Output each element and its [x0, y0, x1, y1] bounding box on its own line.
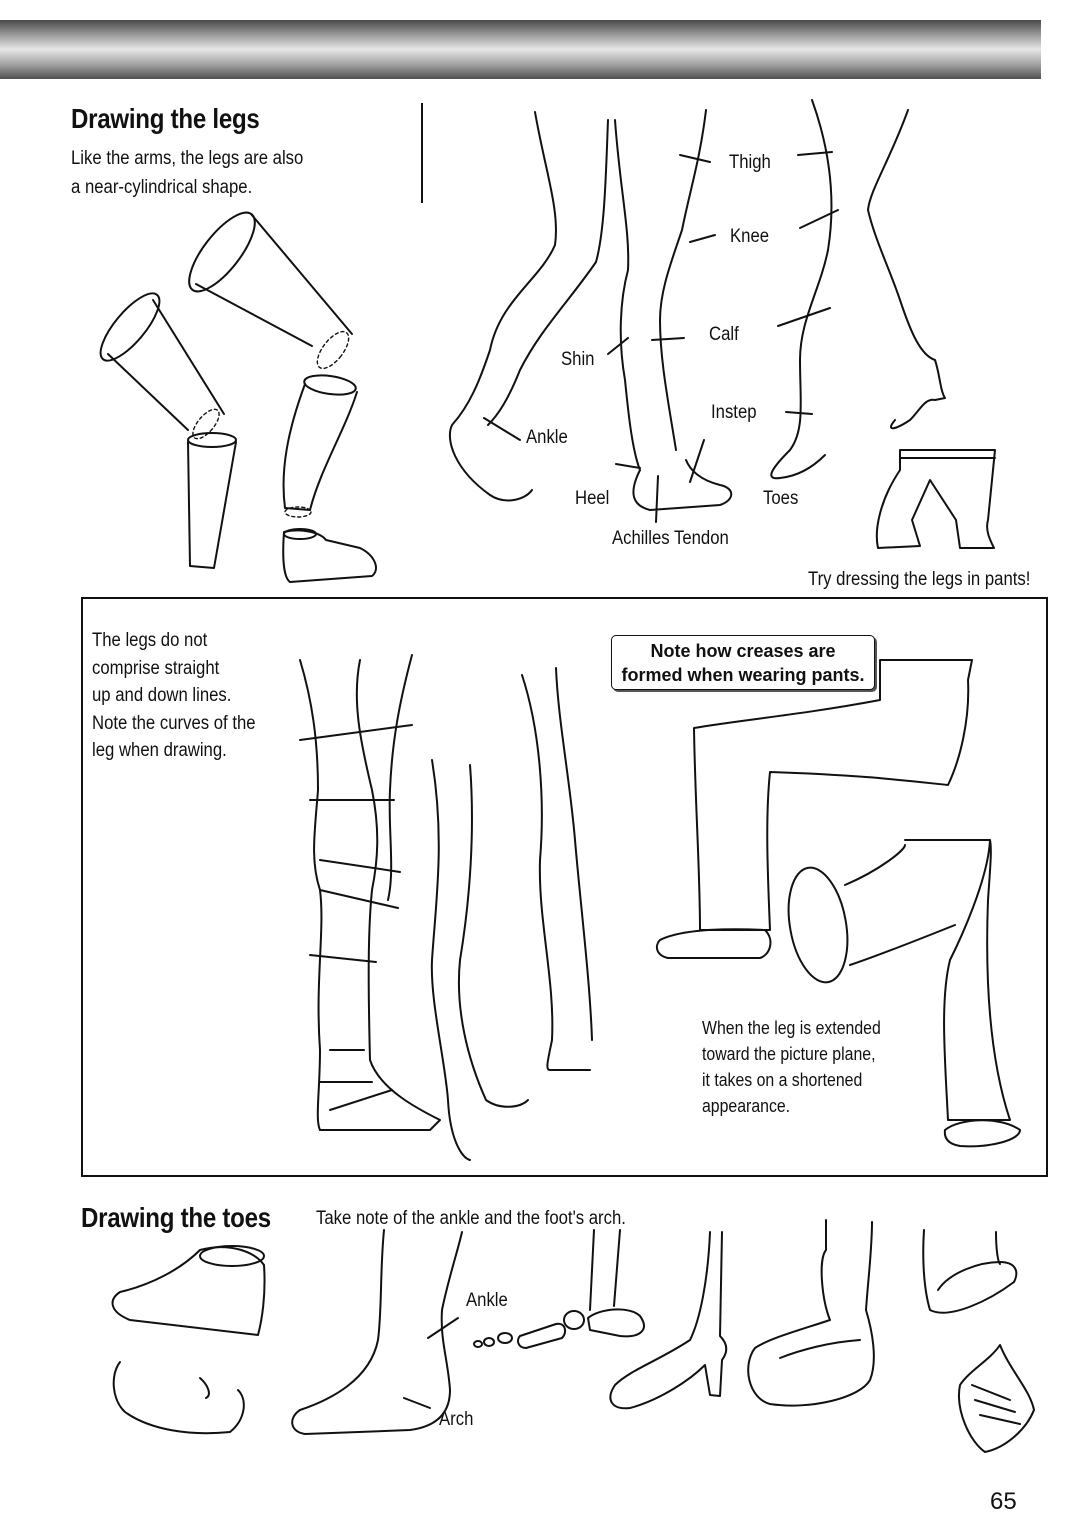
page-number: 65	[990, 1488, 1017, 1515]
label-toes: Toes	[763, 488, 799, 509]
panel-text-line: The legs do not	[92, 630, 208, 651]
bent-leg-pants-illustration	[657, 660, 972, 958]
note-line1: Note how creases are	[650, 641, 836, 661]
pants-caption: Try dressing the legs in pants!	[808, 569, 1031, 590]
legs-intro-line1: Like the arms, the legs are also	[71, 148, 304, 169]
extended-text-line: appearance.	[702, 1096, 791, 1116]
extended-leg-pants-illustration	[780, 840, 1020, 1146]
label-shin: Shin	[561, 349, 595, 370]
label-calf: Calf	[709, 324, 739, 345]
extended-text-line: it takes on a shortened	[702, 1070, 863, 1090]
label-achilles-tendon: Achilles Tendon	[612, 528, 729, 549]
extended-text-line: When the leg is extended	[702, 1018, 881, 1038]
panel-text-line: comprise straight	[92, 657, 220, 679]
anatomy-legs-illustration	[450, 100, 945, 522]
foot-bones-illustration	[474, 1230, 644, 1348]
panel-text-line: leg when drawing.	[92, 740, 227, 761]
panel-text-line: Note the curves of the	[92, 712, 256, 734]
pants-legs-illustration	[877, 450, 995, 548]
cylinder-thigh-illustration	[178, 203, 354, 373]
panel-text-line: up and down lines.	[92, 685, 232, 706]
sneaker-sole-illustration	[923, 1230, 1016, 1313]
label-heel: Heel	[575, 488, 610, 509]
legs-intro-line2: a near-cylindrical shape.	[71, 177, 253, 198]
high-heel-illustration	[610, 1232, 726, 1408]
extended-text-line: toward the picture plane,	[702, 1044, 876, 1064]
label-knee: Knee	[730, 226, 770, 247]
barefoot-arch-illustration	[292, 1230, 462, 1434]
section-title-toes: Drawing the toes	[81, 1202, 271, 1233]
curved-legs-illustration	[432, 668, 592, 1160]
loafer-illustration	[748, 1220, 874, 1406]
cylinder-lower-leg-illustration	[188, 433, 236, 568]
label-thigh: Thigh	[729, 152, 771, 173]
label-toes-ankle: Ankle	[466, 1290, 508, 1311]
note-line2: formed when wearing pants.	[621, 665, 865, 685]
foot-sole-illustration	[114, 1362, 244, 1433]
cylinder-calf-illustration	[284, 372, 357, 517]
sneaker-laces-illustration	[959, 1345, 1034, 1452]
foot-block-toes-illustration	[113, 1246, 265, 1335]
toes-subtitle: Take note of the ankle and the foot's arch.	[316, 1208, 626, 1229]
cylinder-shin-illustration	[92, 285, 224, 443]
label-ankle: Ankle	[526, 427, 568, 448]
label-instep: Instep	[711, 402, 757, 423]
label-arch: Arch	[439, 1409, 474, 1430]
leg-guide-lines-illustration	[300, 655, 440, 1130]
foot-block-illustration	[283, 529, 376, 582]
section-title-legs: Drawing the legs	[71, 103, 260, 134]
